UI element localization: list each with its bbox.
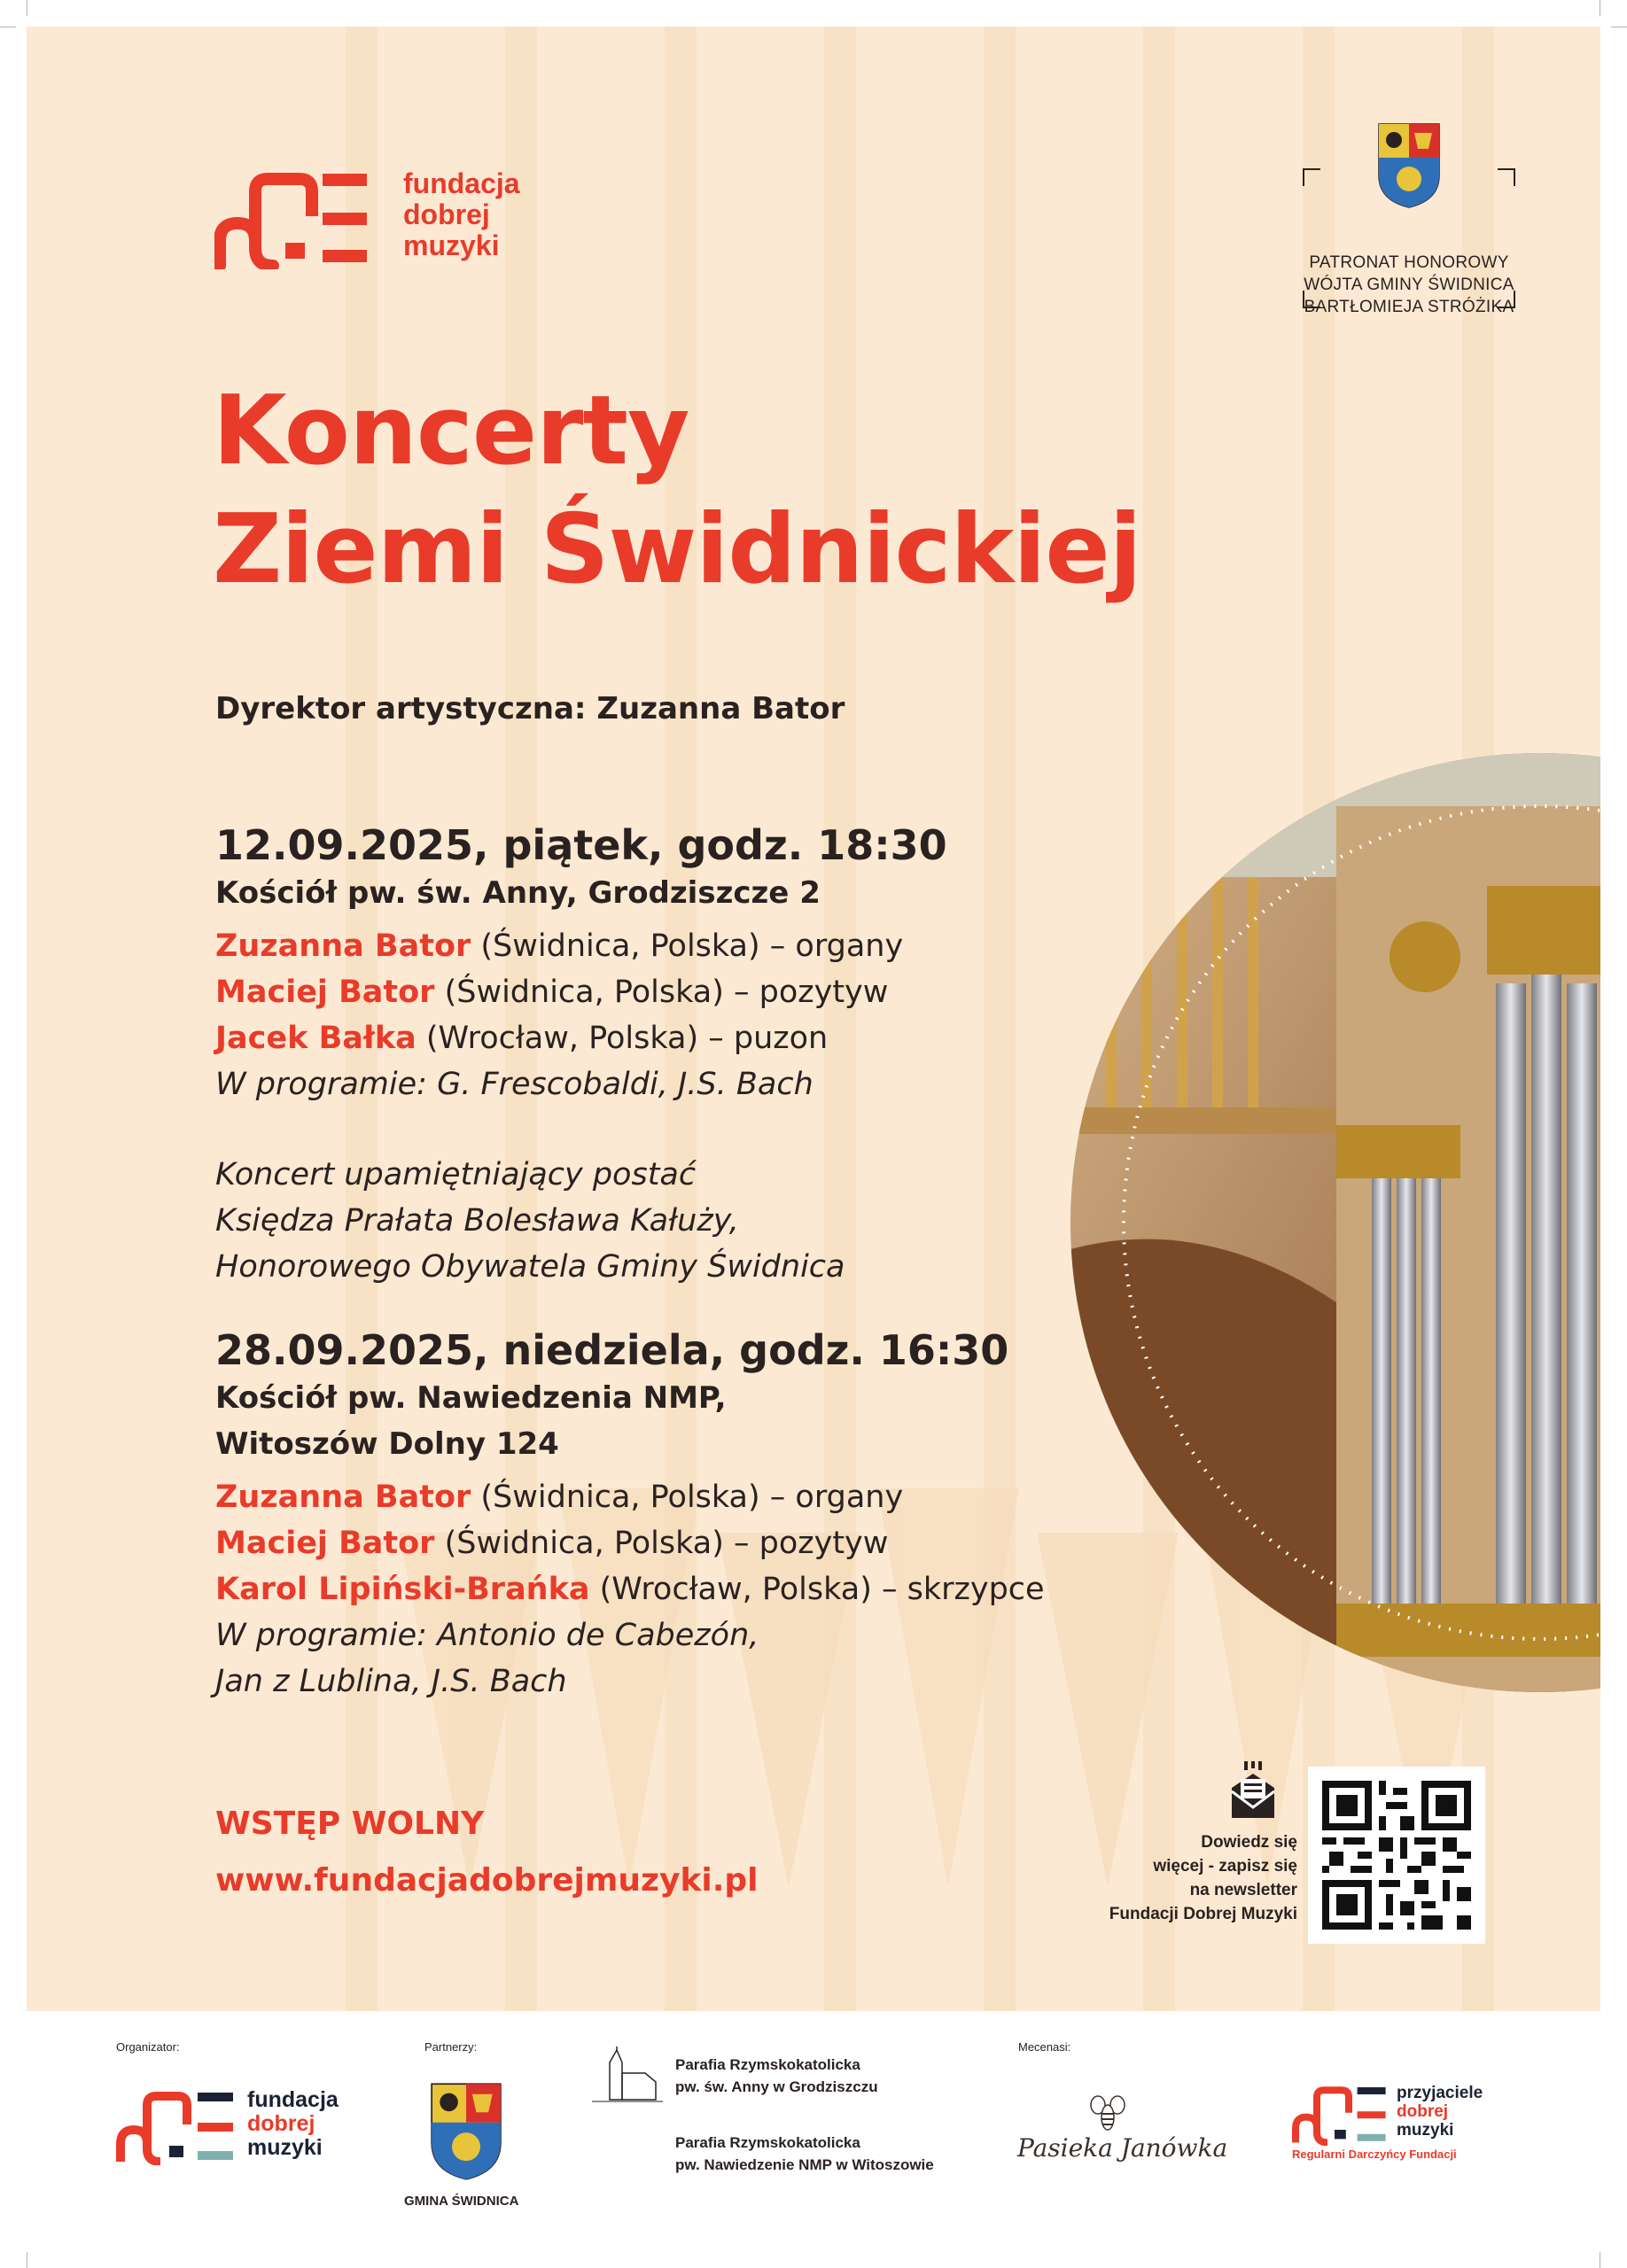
venue-line: Witoszów Dolny 124 — [215, 1426, 559, 1462]
newsletter-line: Dowiedz się — [1201, 1833, 1297, 1852]
concert1-date: 12.09.2025, piątek, godz. 18:30 — [215, 821, 947, 869]
org-logo-line: muzyki — [247, 2135, 323, 2160]
concert1-program: W programie: G. Frescobaldi, J.S. Bach — [215, 1067, 814, 1102]
performer-name: Zuzanna Bator — [215, 1480, 471, 1515]
parafia-2 — [675, 2132, 934, 2176]
church-icon — [592, 2047, 663, 2105]
performer-name: Jacek Bałka — [215, 1021, 416, 1056]
parafia-line: pw. św. Anny w Grodziszczu — [675, 2078, 878, 2095]
title-line: Koncerty — [213, 376, 689, 486]
partners-label: Partnerzy: — [424, 2040, 478, 2054]
qr-code[interactable] — [1308, 1767, 1485, 1944]
free-admission: WSTĘP WOLNY — [215, 1806, 485, 1842]
organizer-logo-text — [247, 2088, 339, 2160]
performer-detail: (Świdnica, Polska) – pozytyw — [434, 975, 889, 1010]
performer — [215, 1520, 888, 1566]
przyj-line: muzyki — [1397, 2121, 1454, 2140]
note-line: Koncert upamiętniający postać — [215, 1157, 697, 1192]
program-line: W programie: Antonio de Cabezón, — [215, 1618, 759, 1653]
performer-detail: (Świdnica, Polska) – pozytyw — [434, 1526, 889, 1561]
logo-line: muzyki — [403, 229, 500, 261]
logo-line: dobrej — [403, 198, 490, 230]
performer — [215, 969, 888, 1015]
patronage-block — [1303, 122, 1515, 316]
performer-name: Zuzanna Bator — [215, 928, 471, 964]
przyj-line: dobrej — [1397, 2102, 1449, 2121]
performer — [215, 1015, 828, 1061]
organ-photo — [1070, 753, 1600, 1692]
note-line: Księdza Prałata Bolesława Kałuży, — [215, 1203, 739, 1239]
concert2-date: 28.09.2025, niedziela, godz. 16:30 — [215, 1326, 1009, 1374]
parafia-1 — [675, 2054, 878, 2098]
org-logo-line: fundacja — [247, 2087, 339, 2112]
memorial-note — [215, 1152, 845, 1290]
parafia-line: Parafia Rzymskokatolicka — [675, 2134, 860, 2151]
bracket — [1498, 168, 1515, 186]
concert1-venue: Kościół pw. św. Anny, Grodziszcze 2 — [215, 875, 821, 911]
pasieka-logo: Pasieka Janówka — [1017, 2133, 1228, 2163]
parafia-line: pw. Nawiedzenie NMP w Witoszowie — [675, 2156, 934, 2173]
performer-detail: (Wrocław, Polska) – skrzypce — [589, 1572, 1045, 1607]
organizer-label: Organizator: — [116, 2040, 180, 2054]
newsletter-line: więcej - zapisz się — [1153, 1857, 1297, 1876]
bee-icon — [1090, 2091, 1125, 2133]
newsletter-icon — [1228, 1761, 1278, 1820]
program-line: Jan z Lublina, J.S. Bach — [215, 1664, 567, 1699]
gmina-coat-of-arms-icon — [427, 2082, 505, 2181]
note-line: Honorowego Obywatela Gminy Świdnica — [215, 1249, 845, 1285]
bracket — [1303, 168, 1320, 186]
patronage-line: WÓJTA GMINY ŚWIDNICA — [1304, 276, 1514, 294]
performer-detail: (Wrocław, Polska) – puzon — [416, 1021, 829, 1056]
poster — [27, 27, 1600, 2011]
concert2-venue — [215, 1375, 727, 1467]
patronage-line: BARTŁOMIEJA STRÓŻIKA — [1304, 298, 1514, 316]
concert2-program — [215, 1612, 759, 1705]
patronage-text — [1294, 252, 1524, 318]
gmina-label: GMINA ŚWIDNICA — [404, 2194, 519, 2209]
newsletter-line: na newsletter — [1189, 1881, 1297, 1899]
qr-code-icon — [1322, 1781, 1471, 1930]
przyj-line: przyjaciele — [1397, 2084, 1483, 2102]
performer-detail: (Świdnica, Polska) – organy — [471, 1480, 904, 1515]
coat-of-arms-icon — [1377, 122, 1441, 209]
performer-name: Maciej Bator — [215, 1526, 435, 1561]
performer-detail: (Świdnica, Polska) – organy — [471, 928, 904, 964]
performer — [215, 1474, 903, 1520]
artistic-director: Dyrektor artystyczna: Zuzanna Bator — [215, 691, 845, 726]
logo-text — [403, 168, 520, 261]
title-line: Ziemi Świdnickiej — [213, 494, 1141, 605]
organizer-logo-icon — [116, 2091, 240, 2165]
patronage-line: PATRONAT HONOROWY — [1309, 253, 1509, 272]
regular-donors: Regularni Darczyńcy Fundacji — [1292, 2148, 1457, 2161]
przyjaciele-logo-icon — [1292, 2085, 1391, 2146]
przyjaciele-text — [1397, 2084, 1483, 2140]
venue-line: Kościół pw. Nawiedzenia NMP, — [215, 1380, 727, 1416]
patrons-label: Mecenasi: — [1018, 2040, 1071, 2054]
newsletter-text — [1109, 1830, 1297, 1926]
page-title — [213, 372, 1141, 610]
parafia-line: Parafia Rzymskokatolicka — [675, 2056, 860, 2073]
performer — [215, 1566, 1045, 1612]
newsletter-line: Fundacji Dobrej Muzyki — [1109, 1905, 1297, 1923]
fundacja-logo-icon — [214, 172, 370, 269]
performer-name: Maciej Bator — [215, 975, 435, 1010]
org-logo-line: dobrej — [247, 2111, 315, 2136]
performer-name: Karol Lipiński-Brańka — [215, 1572, 590, 1607]
website-link[interactable]: www.fundacjadobrejmuzyki.pl — [215, 1862, 759, 1899]
logo-line: fundacja — [403, 167, 520, 199]
performer — [215, 923, 903, 969]
